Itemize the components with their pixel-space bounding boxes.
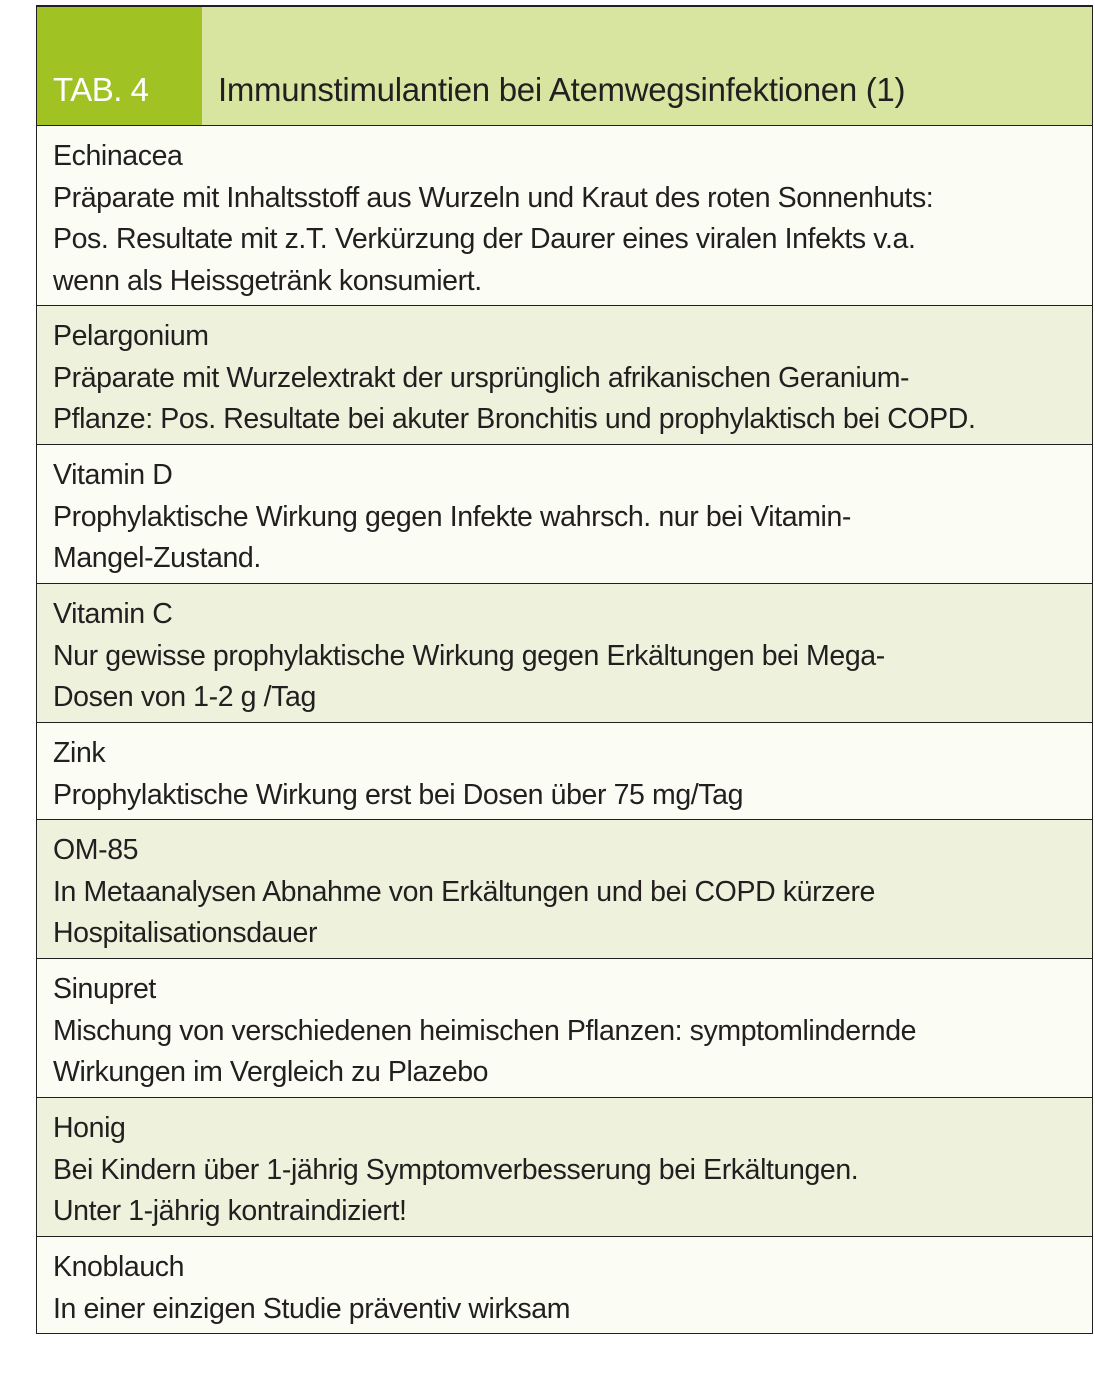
row-title: Knoblauch xyxy=(53,1251,185,1283)
row-title: OM-85 xyxy=(53,834,139,866)
table-row xyxy=(37,306,1092,445)
row-description: Präparate mit Wurzelextrakt der ursprünglich afrikanischen Geranium- Pflanze: Pos. Resultate bei akuter Bronchitis und prophylaktisch bei COPD. xyxy=(53,361,976,435)
row-description: In einer einzigen Studie präventiv wirksam xyxy=(53,1292,571,1325)
row-title: Sinupret xyxy=(53,973,156,1005)
table-row xyxy=(37,584,1092,723)
table-row xyxy=(37,1237,1092,1334)
row-title: Vitamin C xyxy=(53,598,173,630)
row-description: Präparate mit Inhaltsstoff aus Wurzeln und Kraut des roten Sonnenhuts: Pos. Resultate mit z.T. Verkürzung der Daurer eines viralen Infekts v.a. wenn als Heissgetränk konsumiert. xyxy=(53,181,934,297)
row-title: Echinacea xyxy=(53,140,183,172)
table-number: TAB. 4 xyxy=(37,7,202,125)
row-description: Nur gewisse prophylaktische Wirkung gegen Erkältungen bei Mega- Dosen von 1-2 g /Tag xyxy=(53,639,885,713)
row-description: Prophylaktische Wirkung gegen Infekte wahrsch. nur bei Vitamin- Mangel-Zustand. xyxy=(53,500,852,574)
row-title: Zink xyxy=(53,737,106,769)
table-row xyxy=(37,445,1092,584)
table-row xyxy=(37,820,1092,959)
row-description: Bei Kindern über 1-jährig Symptomverbesserung bei Erkältungen. Unter 1-jährig kontraindiziert! xyxy=(53,1153,859,1227)
immunstimulantien-table xyxy=(36,5,1093,1334)
table-row xyxy=(37,1098,1092,1237)
row-description: Mischung von verschiedenen heimischen Pflanzen: symptomlindernde Wirkungen im Vergleich zu Plazebo xyxy=(53,1014,917,1088)
row-title: Vitamin D xyxy=(53,459,173,491)
row-title: Pelargonium xyxy=(53,320,209,352)
table-row xyxy=(37,959,1092,1098)
table-header xyxy=(37,7,1092,126)
table-title: Immunstimulantien bei Atemwegsinfektionen (1) xyxy=(202,7,1092,125)
row-description: In Metaanalysen Abnahme von Erkältungen und bei COPD kürzere Hospitalisationsdauer xyxy=(53,875,875,949)
table-row xyxy=(37,126,1092,306)
table-row xyxy=(37,723,1092,820)
row-description: Prophylaktische Wirkung erst bei Dosen über 75 mg/Tag xyxy=(53,778,744,811)
row-title: Honig xyxy=(53,1112,126,1144)
